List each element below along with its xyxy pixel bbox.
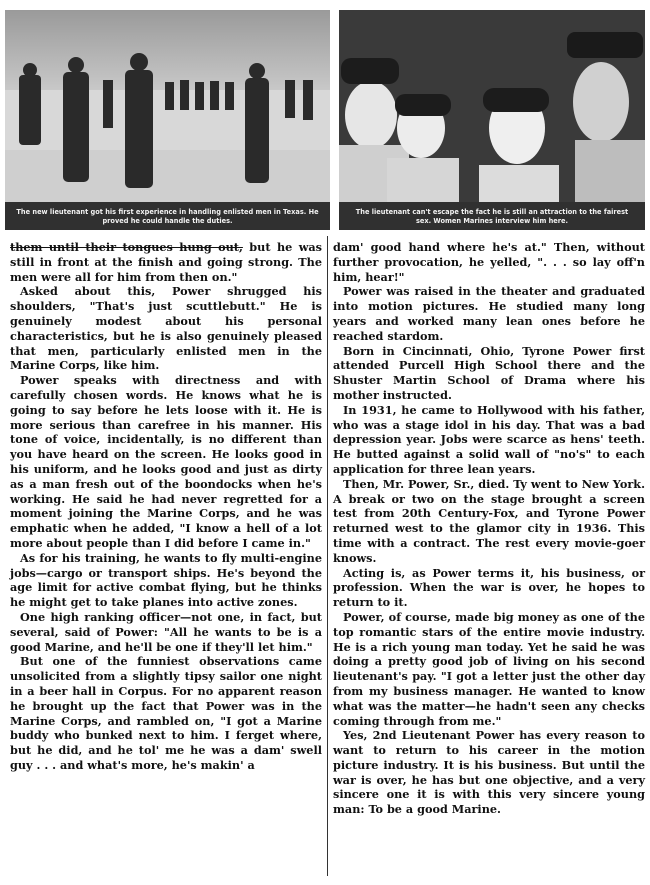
paragraph: Power was raised in the theater and graduated into motion pictures. He studied many long years and worked many lean ones before he reached stardom. xyxy=(333,284,645,343)
paragraph: Power, of course, made big money as one of the top romantic stars of the entire movie industry. He is a rich young man today. Yet he said he was doing a pretty good job of living on his second lieutenant's pay. "I got a letter just the other day from my business manager. He wanted to know what was the matter—he hadn't seen any checks coming through from me." xyxy=(333,609,645,728)
paragraph-continued: dam' good hand where he's at." Then, without further provocation, he yelled, ". . . so lay off'n him, hear!" xyxy=(333,240,645,284)
article-column-left xyxy=(10,240,322,773)
paragraph: Then, Mr. Power, Sr., died. Ty went to New York. A break or two on the stage brought a screen test from 20th Century-Fox, and Tyrone Power returned west to the glamor city in 1936. This time with a contract. The rest every movie-goer knows. xyxy=(333,476,645,565)
photo-women-marines xyxy=(339,10,645,230)
paragraph-continued xyxy=(10,240,322,284)
photo-caption-left: The new lieutenant got his first experience in handling enlisted men in Texas. He proved he could handle the duties. xyxy=(5,202,330,230)
photo-caption-right: The lieutenant can't escape the fact he is still an attraction to the fairest sex. Women Marines interview him here. xyxy=(339,202,645,230)
paragraph: Yes, 2nd Lieutenant Power has every reason to want to return to his career in the motion picture industry. It is his business. But until the war is over, he has but one objective, and a very sincere one it is with this very sincere young man: To be a good Marine. xyxy=(333,728,645,817)
paragraph: Asked about this, Power shrugged his shoulders, "That's just scuttlebutt." He is genuinely modest about his personal characteristics, but he is also genuinely pleased that men, particularly enlisted men in the Marine Corps, like him. xyxy=(10,284,322,373)
marines-walking-image xyxy=(5,10,330,202)
struck-text: them until their tongues hung out, xyxy=(10,240,243,254)
paragraph: Born in Cincinnati, Ohio, Tyrone Power first attended Purcell High School there and the Shuster Martin School of Drama where his mother instructed. xyxy=(333,343,645,402)
photo-marines-walking xyxy=(5,10,330,230)
women-marines-image xyxy=(339,10,645,202)
paragraph: As for his training, he wants to fly multi-engine jobs—cargo or transport ships. He's beyond the age limit for active combat flying, but he thinks he might get to take planes into active zones. xyxy=(10,550,322,610)
paragraph: One high ranking officer—not one, in fact, but several, said of Power: "All he wants to be is a good Marine, and he'll be one if they'll let him." xyxy=(10,609,322,654)
column-divider xyxy=(327,236,328,876)
paragraph: In 1931, he came to Hollywood with his father, who was a stage idol in his day. That was a bad depression year. Jobs were scarce as hens' teeth. He butted against a solid wall of "no's" to each application for three lean years. xyxy=(333,402,645,476)
paragraph: Power speaks with directness and with carefully chosen words. He knows what he is going to say before he lets loose with it. He is more serious than carefree in his manner. His tone of voice, incidentally, is no different than you have heard on the screen. He looks good in his uniform, and he looks good and just as dirty as a man fresh out of the boondocks when he's working. He said he had never regretted for a moment joining the Marine Corps, and he was emphatic when he added, "I know a hell of a lot more about people than I did before I came in." xyxy=(10,373,322,550)
article-column-right xyxy=(333,240,645,817)
paragraph: But one of the funniest observations came unsolicited from a slightly tipsy sailor one night in a beer hall in Corpus. For no apparent reason he brought up the fact that Power was in the Marine Corps, and rambled on, "I got a Marine buddy who bunked next to him. I ferget where, but he did, and he tol' me he was a dam' swell guy . . . and what's more, he's makin' a xyxy=(10,654,322,772)
paragraph-continued-rest: but he was still in front at the finish and going strong. The men were all for him from then on." xyxy=(10,240,322,284)
paragraph: Acting is, as Power terms it, his business, or profession. When the war is over, he hopes to return to it. xyxy=(333,565,645,610)
